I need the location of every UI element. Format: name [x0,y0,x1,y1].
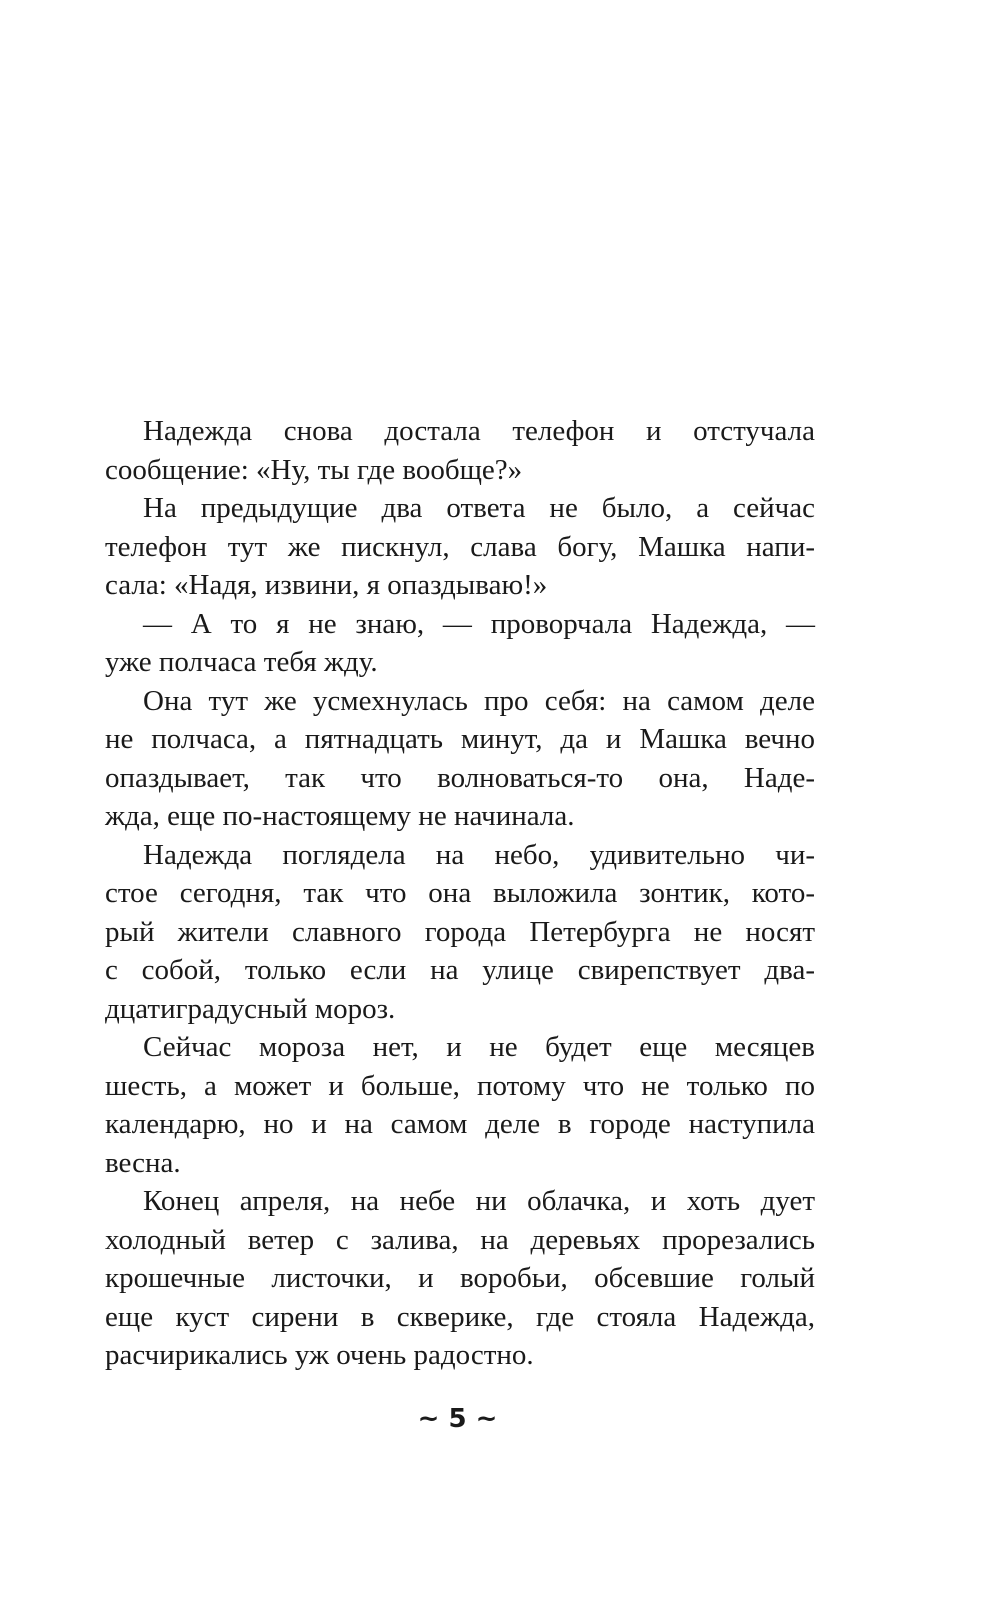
paragraph [105,412,815,489]
text-line: Она тут же усмехнулась про себя: на самом деле [143,684,815,717]
body-text [105,412,815,1375]
text-line: жда, еще по-настоящему не начинала. [105,800,575,832]
text-line: уже полчаса тебя жду. [105,646,378,678]
text-line: шесть, а может и больше, потому что не только по [105,1069,815,1102]
text-line: крошечные листочки, и воробьи, обсевшие голый [105,1262,815,1294]
text-line: телефон тут же пискнул, слава богу, Машка напи- [105,530,815,563]
paragraph [105,1028,815,1182]
text-line: календарю, но и на самом деле в городе наступила [105,1108,815,1140]
text-line: весна. [105,1146,181,1179]
text-line: Сейчас мороза нет, и не будет еще месяцев [143,1031,815,1063]
text-line: расчирикались уж очень радостно. [105,1339,534,1371]
paragraph [105,1182,815,1375]
text-line: Надежда поглядела на небо, удивительно чи- [143,838,815,871]
text-line: с собой, только если на улице свирепствует два- [105,954,815,986]
paragraph [105,836,815,1029]
text-line: еще куст сирени в скверике, где стояла Надежда, [105,1300,815,1333]
text-line: Надежда снова достала телефон и отстучала [143,415,815,447]
text-line: рый жители славного города Петербурга не носят [105,915,815,948]
text-line: опаздывает, так что волноваться-то она, Наде- [105,761,815,794]
paragraph [105,682,815,836]
text-line: не полчаса, а пятнадцать минут, да и Машка вечно [105,723,815,755]
text-line: — А то я не знаю, — проворчала Надежда, — [143,607,815,640]
text-line: На предыдущие два ответа не было, а сейчас [143,492,815,524]
text-line: стое сегодня, так что она выложила зонтик, кото- [105,877,815,909]
page-number: ~ 5 ~ [417,1404,498,1434]
text-line: сообщение: «Ну, ты где вообще?» [105,453,523,486]
text-line: дцатиградусный мороз. [105,992,396,1025]
text-line: холодный ветер с залива, на деревьях прорезались [105,1223,815,1256]
paragraph [105,489,815,605]
text-line: Конец апреля, на небе ни облачка, и хоть дует [143,1185,815,1217]
paragraph [105,605,815,682]
text-line: сала: «Надя, извини, я опаздываю!» [105,569,548,601]
